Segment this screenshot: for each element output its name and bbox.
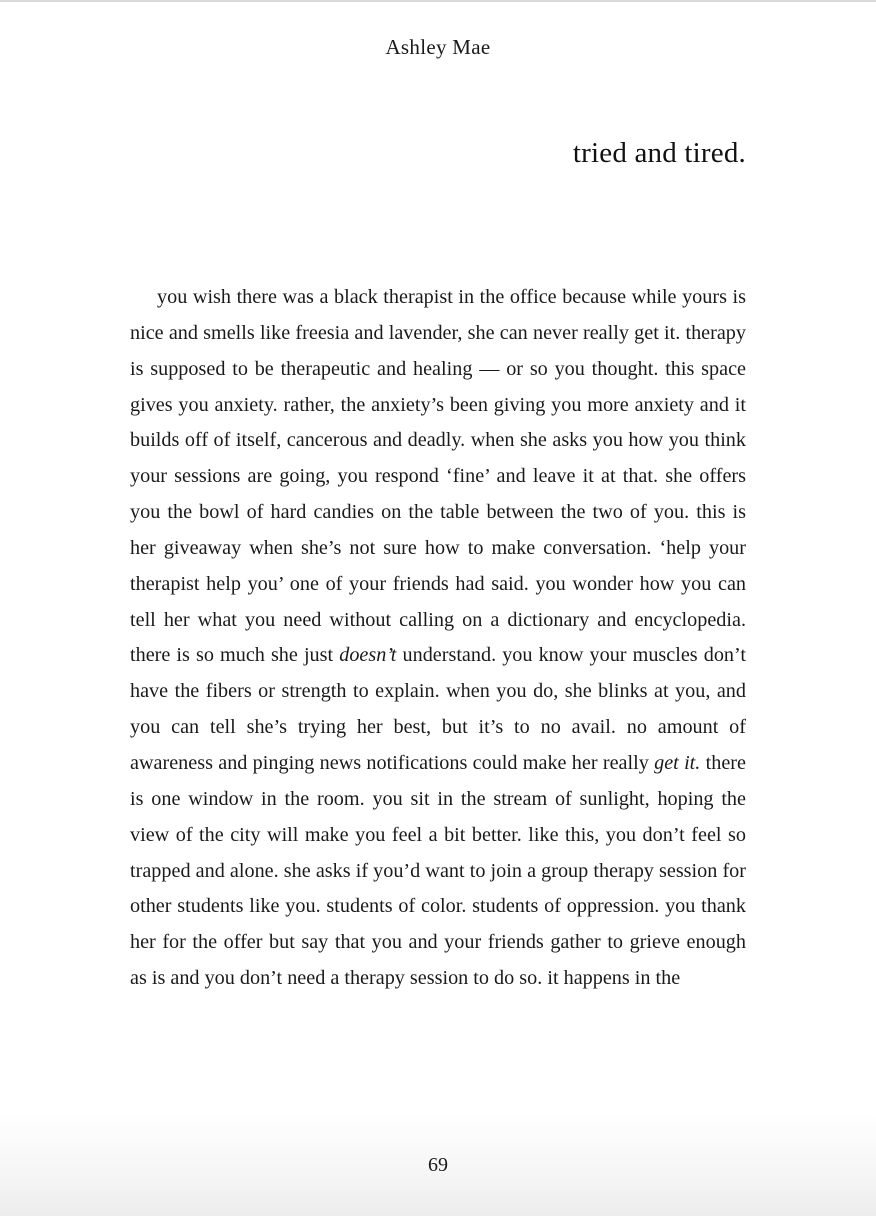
body-text-segment: understand. you know your muscles don’t have the fibers or strength to explain. when you do, she blinks at you, and you can tell she’s trying her best, but it’s to no avail. no amount of awareness and pinging news notifications could make her really [130,644,746,774]
body-paragraph [130,280,746,997]
chapter-title: tried and tired. [572,137,746,169]
body-text-segment: there is one window in the room. you sit in the stream of sunlight, hoping the view of the city will make you feel a bit better. like this, you don’t feel so trapped and alone. she asks if you’d want to join a group therapy session for other students like you. students of color. students of oppression. you thank her for the offer but say that you and your friends gather to grieve enough as is and you don’t need a therapy session to do so. it happens in the [130,751,746,990]
body-text-segment: you wish there was a black therapist in the office because while yours is nice and smells like freesia and lavender, she can never really get it. therapy is supposed to be therapeutic and healing — or so you thought. this space gives you anxiety. rather, the anxiety’s been giving you more anxiety and it builds off of itself, cancerous and deadly. when she asks you how you think your sessions are going, you respond ‘fine’ and leave it at that. she offers you the bowl of hard candies on the table between the two of you. this is her giveaway when she’s not sure how to make conversation. ‘help your therapist help you’ one of your friends had said. you wonder how you can tell her what you need without calling on a dictionary and encyclopedia. there is so much she just [130,286,746,667]
body-text [130,280,746,997]
emphasis-text: get it. [654,751,701,774]
emphasis-text: doesn’t [339,644,397,667]
running-head-author: Ashley Mae [385,35,491,59]
page-number: 69 [428,1154,448,1176]
